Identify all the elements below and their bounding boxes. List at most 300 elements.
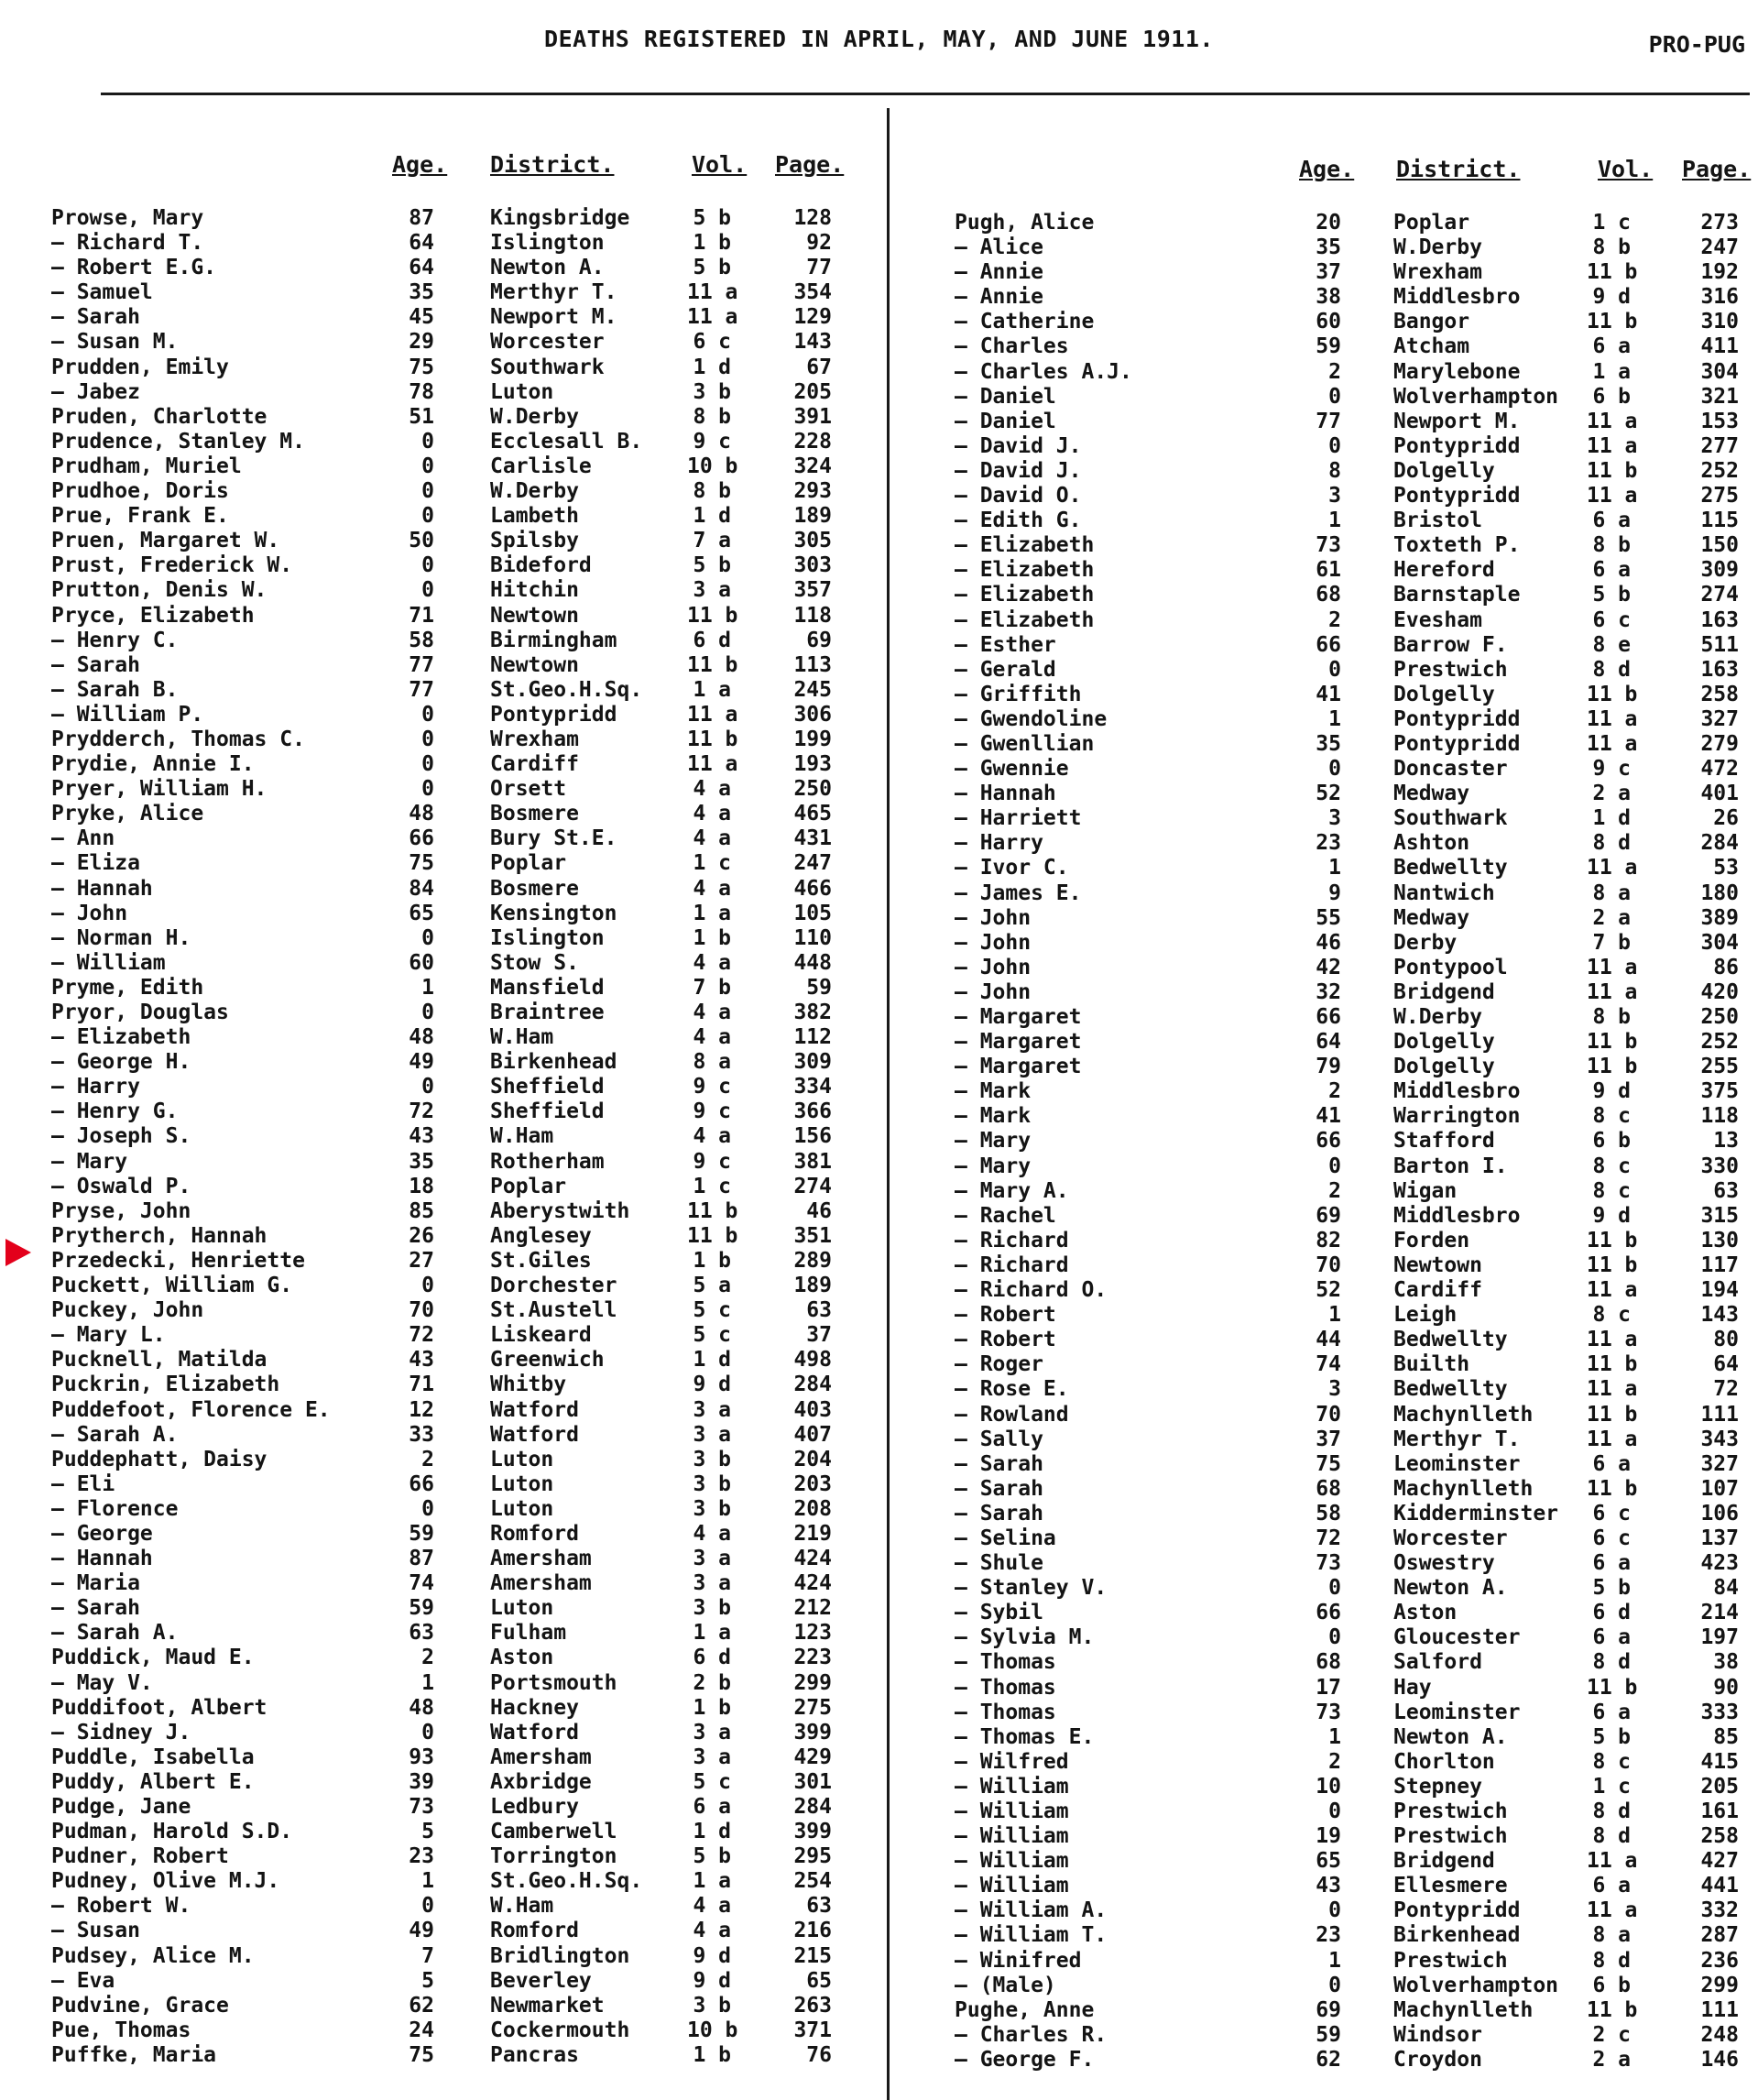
entry-district: Machynlleth — [1393, 1476, 1534, 1501]
column-header-row — [894, 156, 1758, 192]
entry-volume: 7 b — [1592, 930, 1631, 955]
entry-name: — Hannah — [955, 782, 1056, 806]
register-entry-row — [894, 1601, 1758, 1625]
entry-age: 37 — [1316, 260, 1341, 285]
entry-district: Bosmere — [490, 876, 579, 901]
page-column-header: Page. — [1682, 156, 1752, 182]
entry-age: 44 — [1316, 1328, 1341, 1352]
entry-page: 382 — [793, 1001, 832, 1024]
entry-name: Prust, Frederick W. — [51, 553, 293, 578]
entry-volume: 2 a — [1592, 2047, 1631, 2072]
entry-district: Luton — [490, 379, 554, 404]
entry-district: Whitby — [490, 1373, 567, 1397]
entry-name: — Harriett — [955, 806, 1082, 831]
entry-page: 205 — [793, 379, 832, 404]
entry-age: 50 — [409, 529, 434, 553]
register-entry-row — [0, 1124, 879, 1149]
entry-district: Bedwellty — [1393, 1377, 1508, 1402]
entry-volume: 3 b — [693, 1471, 731, 1496]
entry-page: 399 — [793, 1720, 832, 1745]
entry-name: — Robert E.G. — [51, 256, 217, 280]
register-entry-row — [894, 1104, 1758, 1129]
entry-volume: 5 b — [693, 553, 731, 578]
entry-district: Newport M. — [490, 305, 617, 330]
entry-volume: 11 a — [1587, 1278, 1638, 1303]
entry-page: 315 — [1700, 1203, 1739, 1228]
register-entry-row — [894, 385, 1758, 410]
entry-volume: 11 b — [1587, 1228, 1638, 1252]
entry-name: — Sarah — [51, 652, 140, 677]
entry-name: Pudvine, Grace — [51, 1993, 229, 2018]
entry-volume: 2 a — [1592, 782, 1631, 806]
entry-name: — Sarah — [955, 1451, 1043, 1476]
entry-age: 0 — [421, 504, 434, 529]
register-entry-row — [894, 1725, 1758, 1750]
entry-name: — Shule — [955, 1551, 1043, 1576]
entry-page: 113 — [793, 652, 832, 677]
entry-page: 254 — [793, 1869, 832, 1894]
entry-page: 305 — [793, 529, 832, 553]
entry-name: — John — [955, 930, 1032, 955]
entry-volume: 6 c — [1592, 607, 1631, 632]
entry-volume: 3 b — [693, 1496, 731, 1521]
entry-volume: 6 c — [1592, 1526, 1631, 1550]
entry-volume: 11 a — [1587, 484, 1638, 509]
entry-name: — Edith G. — [955, 509, 1082, 533]
entry-name: — Henry G. — [51, 1099, 179, 1124]
register-entry-row — [894, 1949, 1758, 1974]
entry-age: 0 — [421, 1001, 434, 1024]
entry-page: 212 — [793, 1596, 832, 1621]
register-entry-row — [894, 1278, 1758, 1303]
entry-age: 72 — [409, 1099, 434, 1124]
entry-volume: 4 a — [693, 1894, 731, 1919]
entry-district: Pontypridd — [1393, 433, 1521, 458]
entry-volume: 4 a — [693, 777, 731, 802]
entry-district: Marylebone — [1393, 359, 1521, 384]
register-entry-row — [0, 231, 879, 256]
entry-volume: 8 e — [1592, 632, 1631, 657]
entry-district: Forden — [1393, 1228, 1470, 1252]
entry-volume: 6 a — [1592, 509, 1631, 533]
entry-name: — Gwennie — [955, 757, 1069, 782]
entry-age: 72 — [1316, 1526, 1341, 1550]
entry-volume: 1 d — [1592, 806, 1631, 831]
register-entry-row — [0, 1621, 879, 1646]
entry-name: — Mark — [955, 1079, 1032, 1104]
entry-volume: 9 d — [693, 1943, 731, 1968]
entry-name: Prudence, Stanley M. — [51, 429, 305, 454]
register-entry-row — [894, 1154, 1758, 1179]
entry-district: Camberwell — [490, 1820, 617, 1844]
register-entry-row — [894, 1576, 1758, 1601]
entry-name: — Sarah A. — [51, 1621, 179, 1646]
entry-name: Pudney, Olive M.J. — [51, 1869, 280, 1894]
entry-volume: 11 b — [687, 603, 738, 628]
entry-volume: 9 c — [1592, 757, 1631, 782]
entry-name: — George H. — [51, 1050, 191, 1075]
entry-age: 0 — [421, 1894, 434, 1919]
entry-volume: 11 b — [1587, 1252, 1638, 1277]
entry-page: 63 — [806, 1298, 832, 1323]
entry-district: Newton A. — [1393, 1576, 1508, 1601]
entry-age: 2 — [1328, 1749, 1341, 1774]
entry-district: Ecclesall B. — [490, 429, 643, 454]
register-entry-row — [0, 1820, 879, 1844]
entry-name: — Harry — [51, 1075, 140, 1099]
entry-volume: 11 a — [687, 280, 738, 305]
entry-age: 0 — [421, 1720, 434, 1745]
entry-district: W.Ham — [490, 1894, 554, 1919]
entry-district: Poplar — [490, 851, 567, 876]
entry-age: 0 — [421, 553, 434, 578]
entry-district: Luton — [490, 1447, 554, 1471]
register-entry-row — [0, 1497, 879, 1522]
entry-age: 0 — [1328, 1154, 1341, 1178]
entry-age: 43 — [409, 1348, 434, 1373]
entry-age: 0 — [421, 702, 434, 727]
register-entry-row — [894, 782, 1758, 806]
entry-age: 66 — [409, 826, 434, 851]
entry-district: Cockermouth — [490, 2018, 630, 2042]
register-entry-row — [894, 757, 1758, 782]
register-entry-row — [0, 1994, 879, 2018]
entry-volume: 6 a — [1592, 1874, 1631, 1898]
entry-name: Puddick, Maud E. — [51, 1646, 255, 1670]
entry-page: 403 — [793, 1397, 832, 1422]
entry-name: Prydderch, Thomas C. — [51, 727, 305, 751]
register-entry-row — [0, 926, 879, 951]
entry-age: 35 — [1316, 235, 1341, 260]
entry-volume: 11 b — [687, 727, 738, 751]
entry-age: 39 — [409, 1769, 434, 1794]
entry-name: — Stanley V. — [955, 1576, 1108, 1601]
entry-name: Pryor, Douglas — [51, 1001, 229, 1024]
entry-district: Sheffield — [490, 1075, 605, 1099]
entry-page: 111 — [1700, 1402, 1739, 1427]
entry-name: Pryke, Alice — [51, 802, 204, 826]
entry-page: 327 — [1700, 1451, 1739, 1476]
entry-volume: 9 c — [693, 1099, 731, 1124]
entry-page: 252 — [1700, 458, 1739, 483]
column-header-row — [0, 151, 879, 188]
entry-name: — Sarah — [955, 1476, 1043, 1501]
entry-age: 70 — [1316, 1402, 1341, 1427]
register-entry-row — [894, 434, 1758, 459]
entry-page: 64 — [1713, 1352, 1739, 1377]
entry-district: Barton I. — [1393, 1154, 1508, 1178]
entry-age: 2 — [421, 1447, 434, 1471]
entry-age: 8 — [1328, 458, 1341, 483]
entry-page: 216 — [793, 1919, 832, 1943]
entry-district: St.Austell — [490, 1298, 617, 1323]
entry-page: 431 — [793, 826, 832, 851]
entry-age: 0 — [421, 777, 434, 802]
entry-page: 208 — [793, 1496, 832, 1521]
entry-page: 90 — [1713, 1675, 1739, 1700]
entry-name: — Margaret — [955, 1030, 1082, 1055]
entry-district: Leominster — [1393, 1700, 1521, 1724]
entry-district: Wolverhampton — [1393, 384, 1559, 409]
entry-volume: 11 a — [1587, 731, 1638, 756]
register-entry-row — [894, 1502, 1758, 1526]
entry-volume: 8 c — [1592, 1749, 1631, 1774]
entry-page: 332 — [1700, 1898, 1739, 1923]
entry-district: Wrexham — [490, 727, 579, 751]
entry-name: — Elizabeth — [955, 558, 1095, 583]
entry-district: Southwark — [490, 355, 605, 379]
entry-volume: 9 d — [1592, 285, 1631, 310]
entry-page: 498 — [793, 1348, 832, 1373]
register-entry-row — [894, 459, 1758, 484]
entry-volume: 6 a — [1592, 1700, 1631, 1724]
entry-name: — Ivor C. — [955, 856, 1069, 880]
entry-name: — Annie — [955, 260, 1043, 285]
entry-volume: 11 b — [1587, 1030, 1638, 1055]
entry-page: 327 — [1700, 706, 1739, 731]
entry-name: — Sarah — [51, 305, 140, 330]
entry-age: 26 — [409, 1223, 434, 1248]
register-entry-row — [894, 658, 1758, 683]
entry-page: 389 — [1700, 905, 1739, 930]
entry-district: Newtown — [1393, 1252, 1482, 1277]
entry-district: Islington — [490, 231, 605, 256]
entry-volume: 11 a — [687, 752, 738, 777]
entry-name: — Susan M. — [51, 330, 179, 355]
entry-name: — Richard — [955, 1228, 1069, 1252]
entry-page: 146 — [1700, 2047, 1739, 2072]
entry-volume: 4 a — [693, 826, 731, 851]
register-entry-row — [894, 1005, 1758, 1030]
entry-name: — John — [955, 905, 1032, 930]
entry-name: — Elizabeth — [51, 1025, 191, 1050]
entry-name: Prutton, Denis W. — [51, 578, 268, 603]
entry-volume: 1 d — [693, 504, 731, 529]
register-entry-row — [0, 951, 879, 976]
entry-page: 250 — [1700, 1005, 1739, 1029]
entry-page: 255 — [1700, 1055, 1739, 1079]
entry-age: 0 — [421, 1496, 434, 1521]
entry-age: 70 — [409, 1298, 434, 1323]
entry-age: 3 — [1328, 806, 1341, 831]
entry-volume: 4 a — [693, 1124, 731, 1149]
entry-page: 273 — [1700, 211, 1739, 235]
entry-page: 26 — [1713, 806, 1739, 831]
register-entry-row — [0, 578, 879, 603]
register-entry-row — [894, 1799, 1758, 1824]
entry-page: 69 — [806, 628, 832, 652]
entry-page: 354 — [793, 280, 832, 305]
entry-age: 49 — [409, 1919, 434, 1943]
entry-name: Prue, Frank E. — [51, 504, 229, 529]
entry-name: Pudge, Jane — [51, 1795, 191, 1819]
entry-volume: 8 c — [1592, 1154, 1631, 1178]
entry-name: — Harry — [955, 831, 1043, 856]
entry-volume: 11 a — [1587, 409, 1638, 433]
entry-age: 37 — [1316, 1427, 1341, 1451]
entry-district: Amersham — [490, 1745, 592, 1769]
entry-district: Aston — [490, 1646, 554, 1670]
entry-page: 284 — [1700, 831, 1739, 856]
entry-age: 0 — [1328, 1898, 1341, 1923]
entry-page: 429 — [793, 1745, 832, 1769]
entry-volume: 6 b — [1592, 384, 1631, 409]
entry-age: 1 — [1328, 1948, 1341, 1973]
entry-volume: 1 a — [693, 677, 731, 702]
entry-page: 72 — [1713, 1377, 1739, 1402]
entry-name: — David O. — [955, 484, 1082, 509]
register-entry-row — [0, 1596, 879, 1621]
entry-district: W.Derby — [1393, 235, 1482, 260]
register-entry-row — [894, 1551, 1758, 1576]
entry-page: 37 — [806, 1323, 832, 1348]
entry-volume: 3 a — [693, 1745, 731, 1769]
entry-district: Watford — [490, 1422, 579, 1447]
entry-name: Pugh, Alice — [955, 211, 1095, 235]
entry-page: 407 — [793, 1422, 832, 1447]
entry-age: 3 — [1328, 484, 1341, 509]
register-entry-row — [0, 851, 879, 876]
entry-volume: 6 a — [1592, 1451, 1631, 1476]
entry-page: 415 — [1700, 1749, 1739, 1774]
entry-volume: 11 a — [1587, 1898, 1638, 1923]
entry-district: Prestwich — [1393, 657, 1508, 682]
register-entry-row — [0, 1075, 879, 1099]
entry-page: 84 — [1713, 1576, 1739, 1601]
entry-volume: 3 a — [693, 1397, 731, 1422]
entry-name: — Robert W. — [51, 1894, 191, 1919]
entry-name: — William — [955, 1799, 1069, 1823]
entry-volume: 9 d — [1592, 1203, 1631, 1228]
entry-age: 12 — [409, 1397, 434, 1422]
entry-volume: 6 d — [693, 1646, 731, 1670]
entry-name: Puckett, William G. — [51, 1274, 293, 1298]
entry-name: — Eva — [51, 1968, 115, 1993]
entry-page: 465 — [793, 802, 832, 826]
entry-page: 86 — [1713, 955, 1739, 979]
register-entry-row — [894, 310, 1758, 334]
entry-name: — Daniel — [955, 409, 1056, 433]
entry-name: — Susan — [51, 1919, 140, 1943]
page-range-label: PRO-PUG — [1648, 31, 1745, 58]
entry-page: 77 — [806, 256, 832, 280]
entry-name: — Sarah — [51, 1596, 140, 1621]
entry-age: 70 — [1316, 1252, 1341, 1277]
entry-district: Ashton — [1393, 831, 1470, 856]
entry-district: Bedwellty — [1393, 856, 1508, 880]
entry-page: 275 — [1700, 484, 1739, 509]
entry-page: 205 — [1700, 1774, 1739, 1799]
entry-volume: 3 a — [693, 1547, 731, 1571]
register-entry-row — [894, 1079, 1758, 1104]
entry-age: 0 — [1328, 1973, 1341, 1997]
entry-page: 247 — [793, 851, 832, 876]
entry-volume: 5 b — [1592, 583, 1631, 607]
entry-volume: 4 a — [693, 950, 731, 975]
entry-volume: 6 b — [1592, 1973, 1631, 1997]
entry-page: 13 — [1713, 1129, 1739, 1154]
entry-name: — Mark — [955, 1104, 1032, 1129]
register-entry-row — [0, 727, 879, 752]
register-entry-row — [894, 533, 1758, 558]
entry-district: Southwark — [1393, 806, 1508, 831]
entry-name: Pudman, Harold S.D. — [51, 1820, 293, 1844]
register-entry-row — [894, 1427, 1758, 1452]
entry-age: 71 — [409, 603, 434, 628]
entry-age: 62 — [1316, 2047, 1341, 2072]
entry-district: W.Derby — [490, 404, 579, 429]
entry-volume: 5 b — [1592, 1724, 1631, 1749]
register-entry-row — [0, 826, 879, 851]
entry-age: 75 — [409, 2042, 434, 2067]
register-entry-row — [894, 856, 1758, 880]
register-entry-row — [0, 430, 879, 454]
entry-district: Oswestry — [1393, 1551, 1495, 1576]
entry-age: 66 — [409, 1471, 434, 1496]
entry-page: 310 — [1700, 310, 1739, 334]
entry-page: 330 — [1700, 1154, 1739, 1178]
register-entry-row — [0, 902, 879, 926]
entry-page: 118 — [1700, 1104, 1739, 1129]
register-entry-row — [894, 1849, 1758, 1874]
entry-volume: 11 a — [1587, 706, 1638, 731]
entry-volume: 8 a — [1592, 1923, 1631, 1948]
entry-district: Luton — [490, 1496, 554, 1521]
entry-volume: 5 c — [693, 1298, 731, 1323]
entry-name: — William — [955, 1874, 1069, 1898]
register-entry-row — [0, 1571, 879, 1596]
register-entry-row — [894, 1055, 1758, 1079]
entry-age: 66 — [1316, 1005, 1341, 1029]
entry-page: 128 — [793, 206, 832, 230]
register-entry-row — [894, 1477, 1758, 1502]
entry-page: 287 — [1700, 1923, 1739, 1948]
entry-district: Dolgelly — [1393, 1055, 1495, 1079]
entry-page: 189 — [793, 1274, 832, 1298]
entry-volume: 1 d — [693, 1820, 731, 1844]
entry-age: 0 — [1328, 657, 1341, 682]
entry-district: Birkenhead — [1393, 1923, 1521, 1948]
entry-page: 228 — [793, 429, 832, 454]
entry-page: 295 — [793, 1844, 832, 1869]
entry-volume: 9 d — [693, 1373, 731, 1397]
entry-name: — Gerald — [955, 657, 1056, 682]
entry-page: 118 — [793, 603, 832, 628]
register-entry-row — [894, 2023, 1758, 2048]
entry-district: Atcham — [1393, 334, 1470, 359]
entry-volume: 11 a — [687, 702, 738, 727]
entry-age: 32 — [1316, 979, 1341, 1004]
entry-district: Leigh — [1393, 1303, 1458, 1328]
register-entry-row — [894, 732, 1758, 757]
entry-page: 301 — [793, 1769, 832, 1794]
register-entry-row — [894, 1874, 1758, 1898]
entry-district: Bosmere — [490, 802, 579, 826]
entry-name: — May V. — [51, 1670, 153, 1695]
entry-district: Middlesbro — [1393, 1203, 1521, 1228]
entry-name: — Rowland — [955, 1402, 1069, 1427]
entry-volume: 6 c — [1592, 1501, 1631, 1526]
entry-name: — Esther — [955, 632, 1056, 657]
entry-name: — David J. — [955, 458, 1082, 483]
entry-volume: 9 c — [693, 429, 731, 454]
entry-volume: 4 a — [693, 1025, 731, 1050]
entry-district: Machynlleth — [1393, 1402, 1534, 1427]
entry-age: 69 — [1316, 1203, 1341, 1228]
entry-page: 401 — [1700, 782, 1739, 806]
entry-page: 357 — [793, 578, 832, 603]
entry-volume: 11 b — [1587, 458, 1638, 483]
